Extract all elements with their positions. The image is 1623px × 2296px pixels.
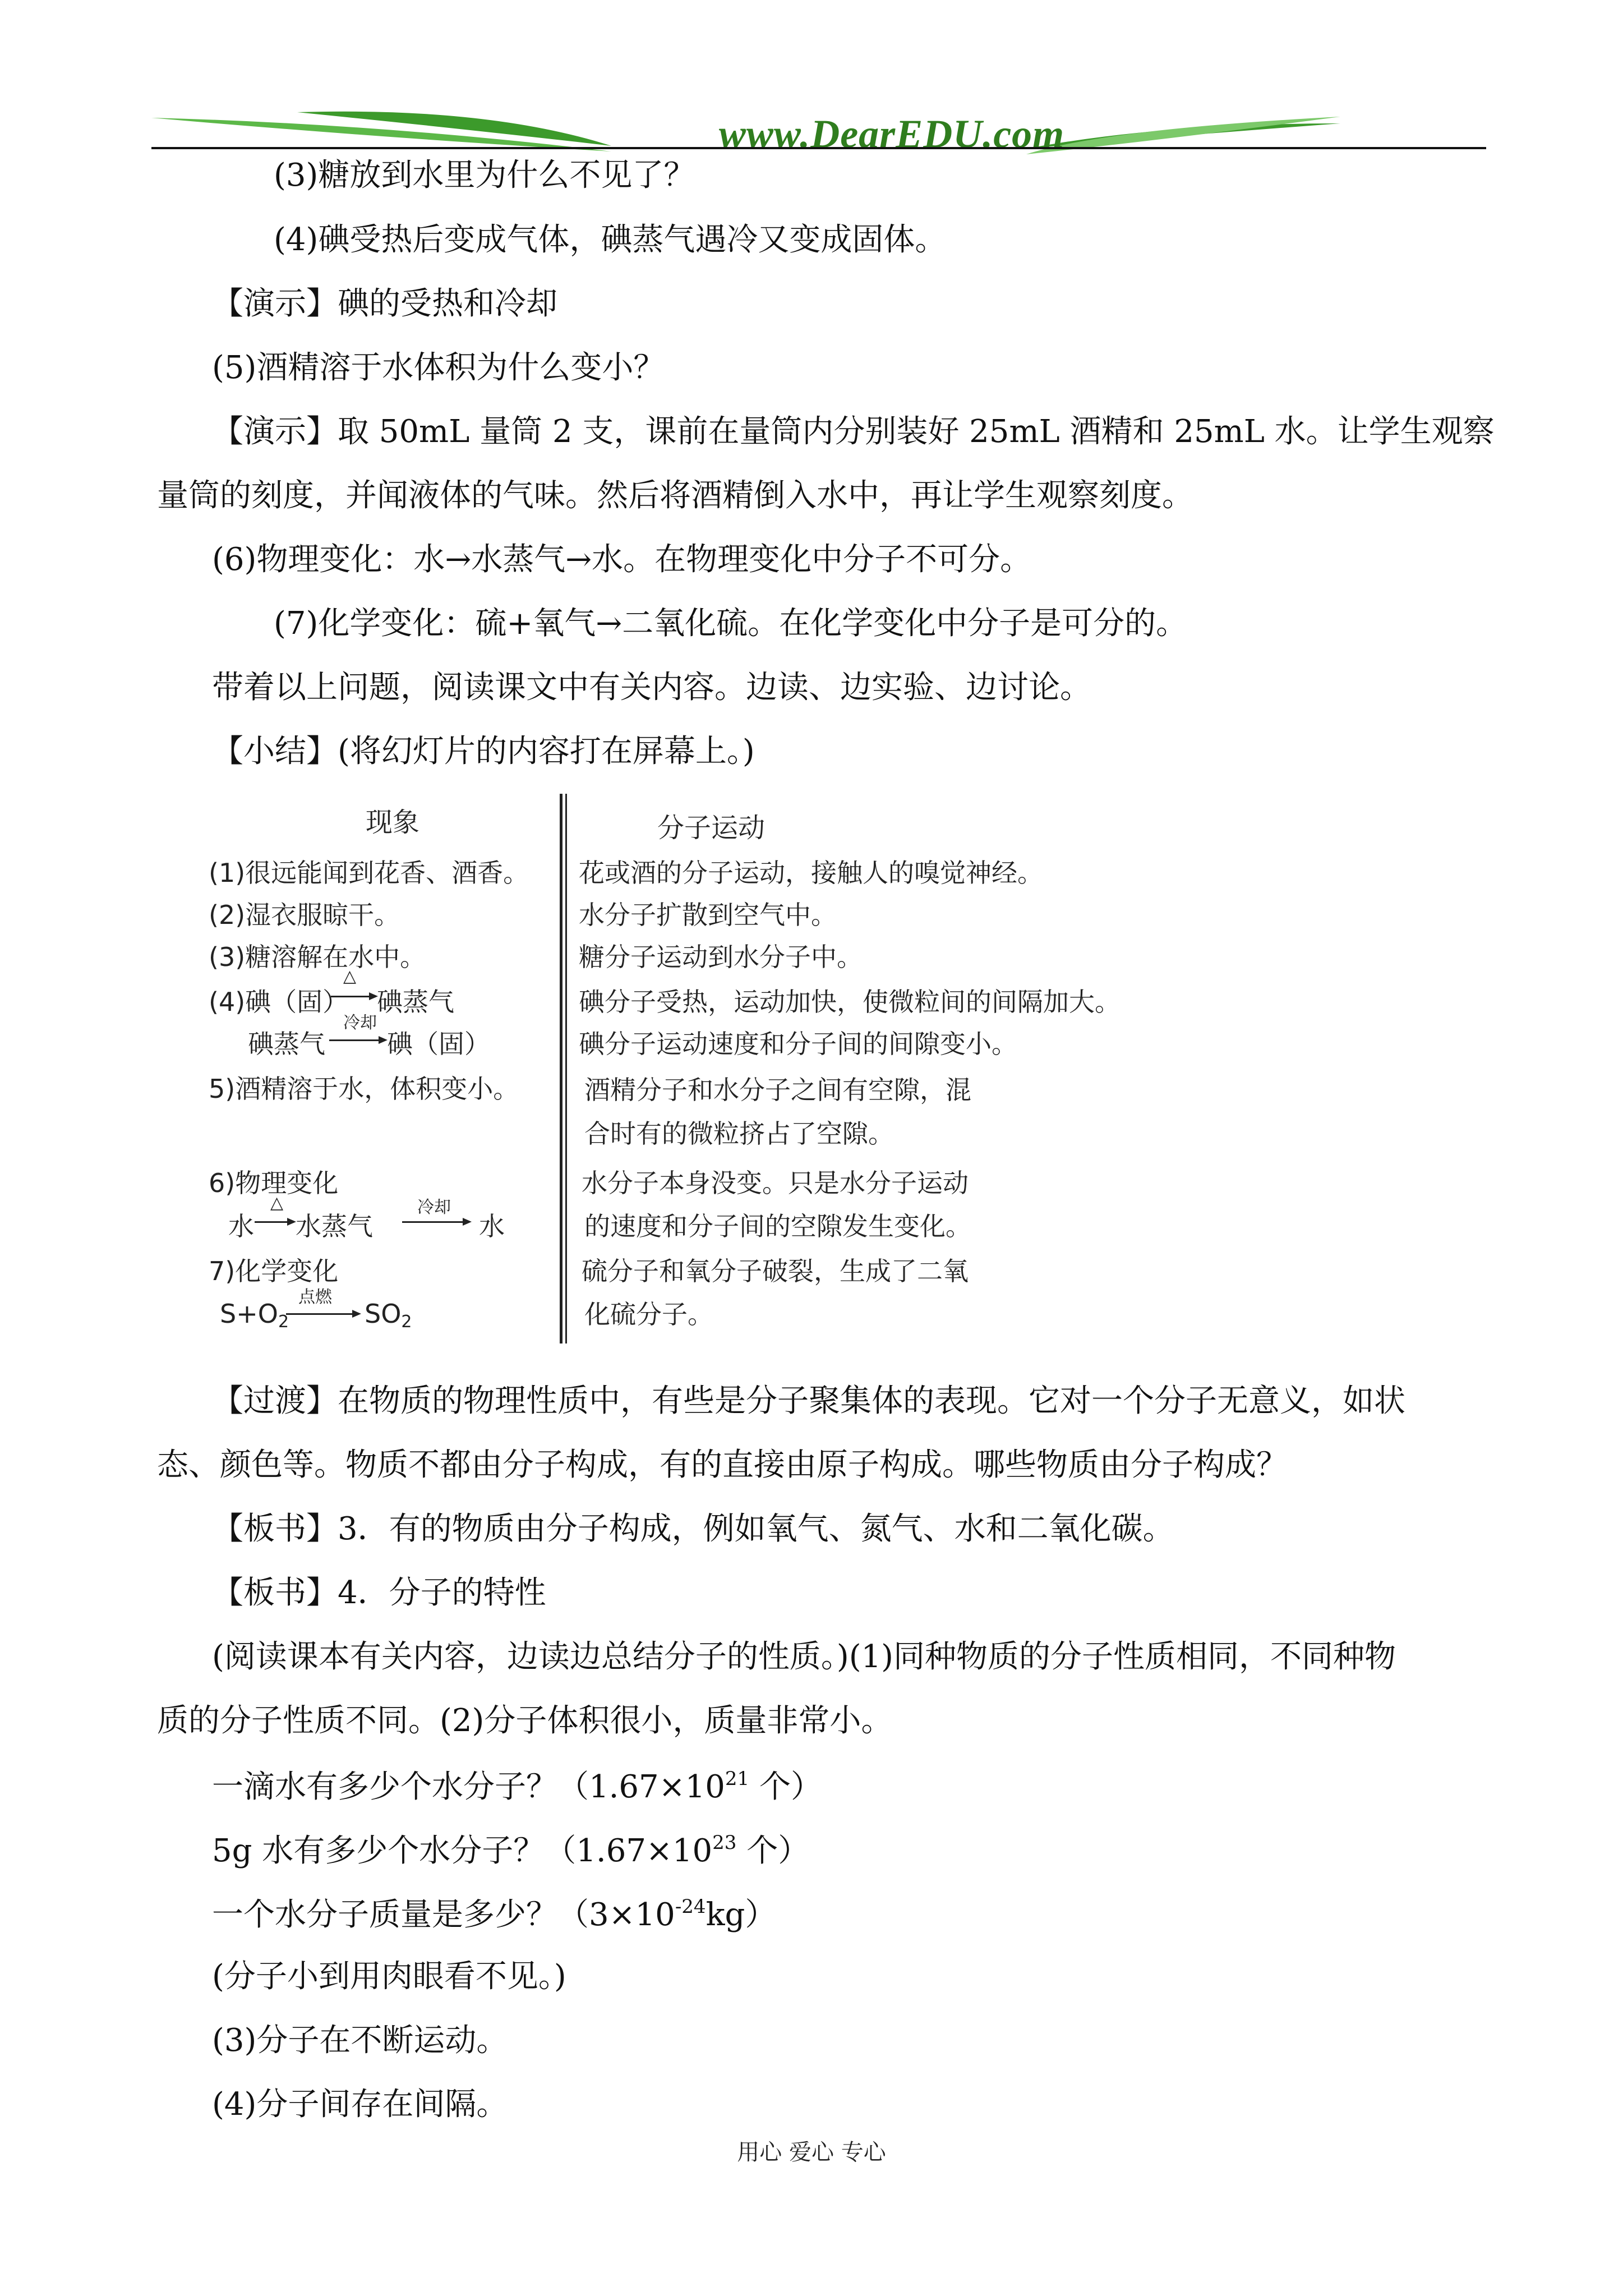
text-line: 质的分子性质不同。(2)分子体积很小，质量非常小。 (157, 1703, 893, 1739)
text-line: (6)物理变化：水→水蒸气→水。在物理变化中分子不可分。 (212, 541, 1032, 578)
table-cell: (3)糖溶解在水中。 (209, 942, 426, 972)
table-cell: 化硫分子。 (584, 1299, 713, 1329)
text-line: (分子小到用肉眼看不见。) (212, 1958, 566, 1995)
reaction-condition: 点燃 (298, 1287, 332, 1307)
table-cell: $SO_2$ (365, 1299, 412, 1332)
text-line: (3)糖放到水里为什么不见了？ (274, 157, 695, 194)
text-line: 带着以上问题，阅读课文中有关内容。边读、边实验、边讨论。 (212, 669, 1091, 706)
text-line: 5g 水有多少个水分子？（$1.67\times 10^{23}$ 个） (212, 1832, 810, 1869)
header-rule (151, 147, 1486, 149)
reaction-arrow (286, 1313, 359, 1315)
table-cell: 碘（固） (387, 1029, 490, 1059)
reaction-condition: 冷却 (417, 1198, 451, 1217)
site-logo-text: www.DearEDU.com (718, 112, 1065, 157)
text-line: 【板书】4．分子的特性 (212, 1575, 546, 1611)
text-line: 量筒的刻度，并闻液体的气味。然后将酒精倒入水中，再让学生观察刻度。 (157, 477, 1193, 514)
table-cell: (1)很远能闻到花香、酒香。 (209, 858, 529, 888)
table-cell: 合时有的微粒挤占了空隙。 (584, 1119, 894, 1149)
table-cell: 硫分子和氧分子破裂，生成了二氧 (582, 1256, 969, 1286)
text-line: (4)碘受热后变成气体，碘蒸气遇冷又变成固体。 (274, 222, 947, 258)
site-header-banner (151, 107, 1486, 163)
summary-table-image (209, 794, 1134, 1349)
text-line: 【过渡】在物质的物理性质中，有些是分子聚集体的表现。它对一个分子无意义，如状 (212, 1383, 1405, 1419)
table-divider (565, 794, 567, 1343)
table-divider (560, 794, 562, 1343)
text-line: 【板书】3．有的物质由分子构成，例如氧气、氮气、水和二氧化碳。 (212, 1511, 1174, 1547)
text-line: 【小结】(将幻灯片的内容打在屏幕上。) (212, 733, 755, 770)
text-line: (7)化学变化：硫+氧气→二氧化硫。在化学变化中分子是可分的。 (274, 605, 1188, 642)
table-cell: 糖分子运动到水分子中。 (579, 942, 863, 972)
reaction-arrow (255, 1221, 294, 1223)
text-line: (3)分子在不断运动。 (212, 2022, 508, 2059)
table-cell: $S+O_2$ (220, 1299, 289, 1332)
table-cell: 碘分子受热，运动加快，使微粒间的间隔加大。 (579, 987, 1121, 1017)
table-cell: 7)化学变化 (209, 1256, 339, 1286)
table-header-molecular-motion: 分子运动 (657, 812, 766, 844)
reaction-condition: 冷却 (343, 1013, 377, 1033)
table-cell: 水蒸气 (296, 1211, 373, 1241)
table-cell: 碘分子运动速度和分子间的间隙变小。 (579, 1029, 1017, 1059)
table-cell: 5)酒精溶于水，体积变小。 (209, 1074, 519, 1104)
text-line: (5)酒精溶于水体积为什么变小？ (212, 349, 665, 386)
table-cell: 水 (228, 1211, 254, 1241)
reaction-condition: △ (343, 967, 357, 986)
table-cell: (4)碘（固） (209, 987, 349, 1017)
table-cell: 花或酒的分子运动，接触人的嗅觉神经。 (579, 858, 1043, 888)
page-footer: 用心 爱心 专心 (737, 2139, 886, 2165)
text-line: 【演示】取 50mL 量筒 2 支，课前在量筒内分别装好 25mL 酒精和 25mL 水。让学生观察 (212, 413, 1495, 450)
reaction-arrow (331, 996, 376, 997)
text-line: 【演示】碘的受热和冷却 (212, 286, 557, 322)
text-line: 一滴水有多少个水分子？（$1.67\times 10^{21}$ 个） (212, 1768, 822, 1805)
table-cell: 水分子本身没变。只是水分子运动 (582, 1168, 969, 1198)
reaction-arrow (402, 1221, 469, 1223)
text-line: 态、颜色等。物质不都由分子构成，有的直接由原子构成。哪些物质由分子构成？ (157, 1447, 1288, 1483)
table-cell: 6)物理变化 (209, 1168, 339, 1198)
table-cell: (2)湿衣服晾干。 (209, 900, 400, 930)
table-cell: 酒精分子和水分子之间有空隙，混 (584, 1075, 971, 1105)
text-line: (4)分子间存在间隔。 (212, 2086, 508, 2123)
table-cell: 的速度和分子间的空隙发生变化。 (584, 1211, 971, 1241)
text-line: 一个水分子质量是多少？$(3\times 10^{-24}kg)$ (212, 1895, 777, 1933)
text-line: (阅读课本有关内容，边读边总结分子的性质。)(1)同种物质的分子性质相同，不同种物 (212, 1639, 1396, 1675)
table-header-phenomenon: 现象 (366, 807, 420, 838)
reaction-arrow (329, 1039, 385, 1041)
reaction-condition: △ (270, 1193, 284, 1213)
table-cell: 碘蒸气 (248, 1029, 325, 1059)
table-cell: 水 (479, 1211, 505, 1241)
table-cell: 水分子扩散到空气中。 (579, 900, 837, 930)
table-cell: 碘蒸气 (377, 987, 454, 1017)
